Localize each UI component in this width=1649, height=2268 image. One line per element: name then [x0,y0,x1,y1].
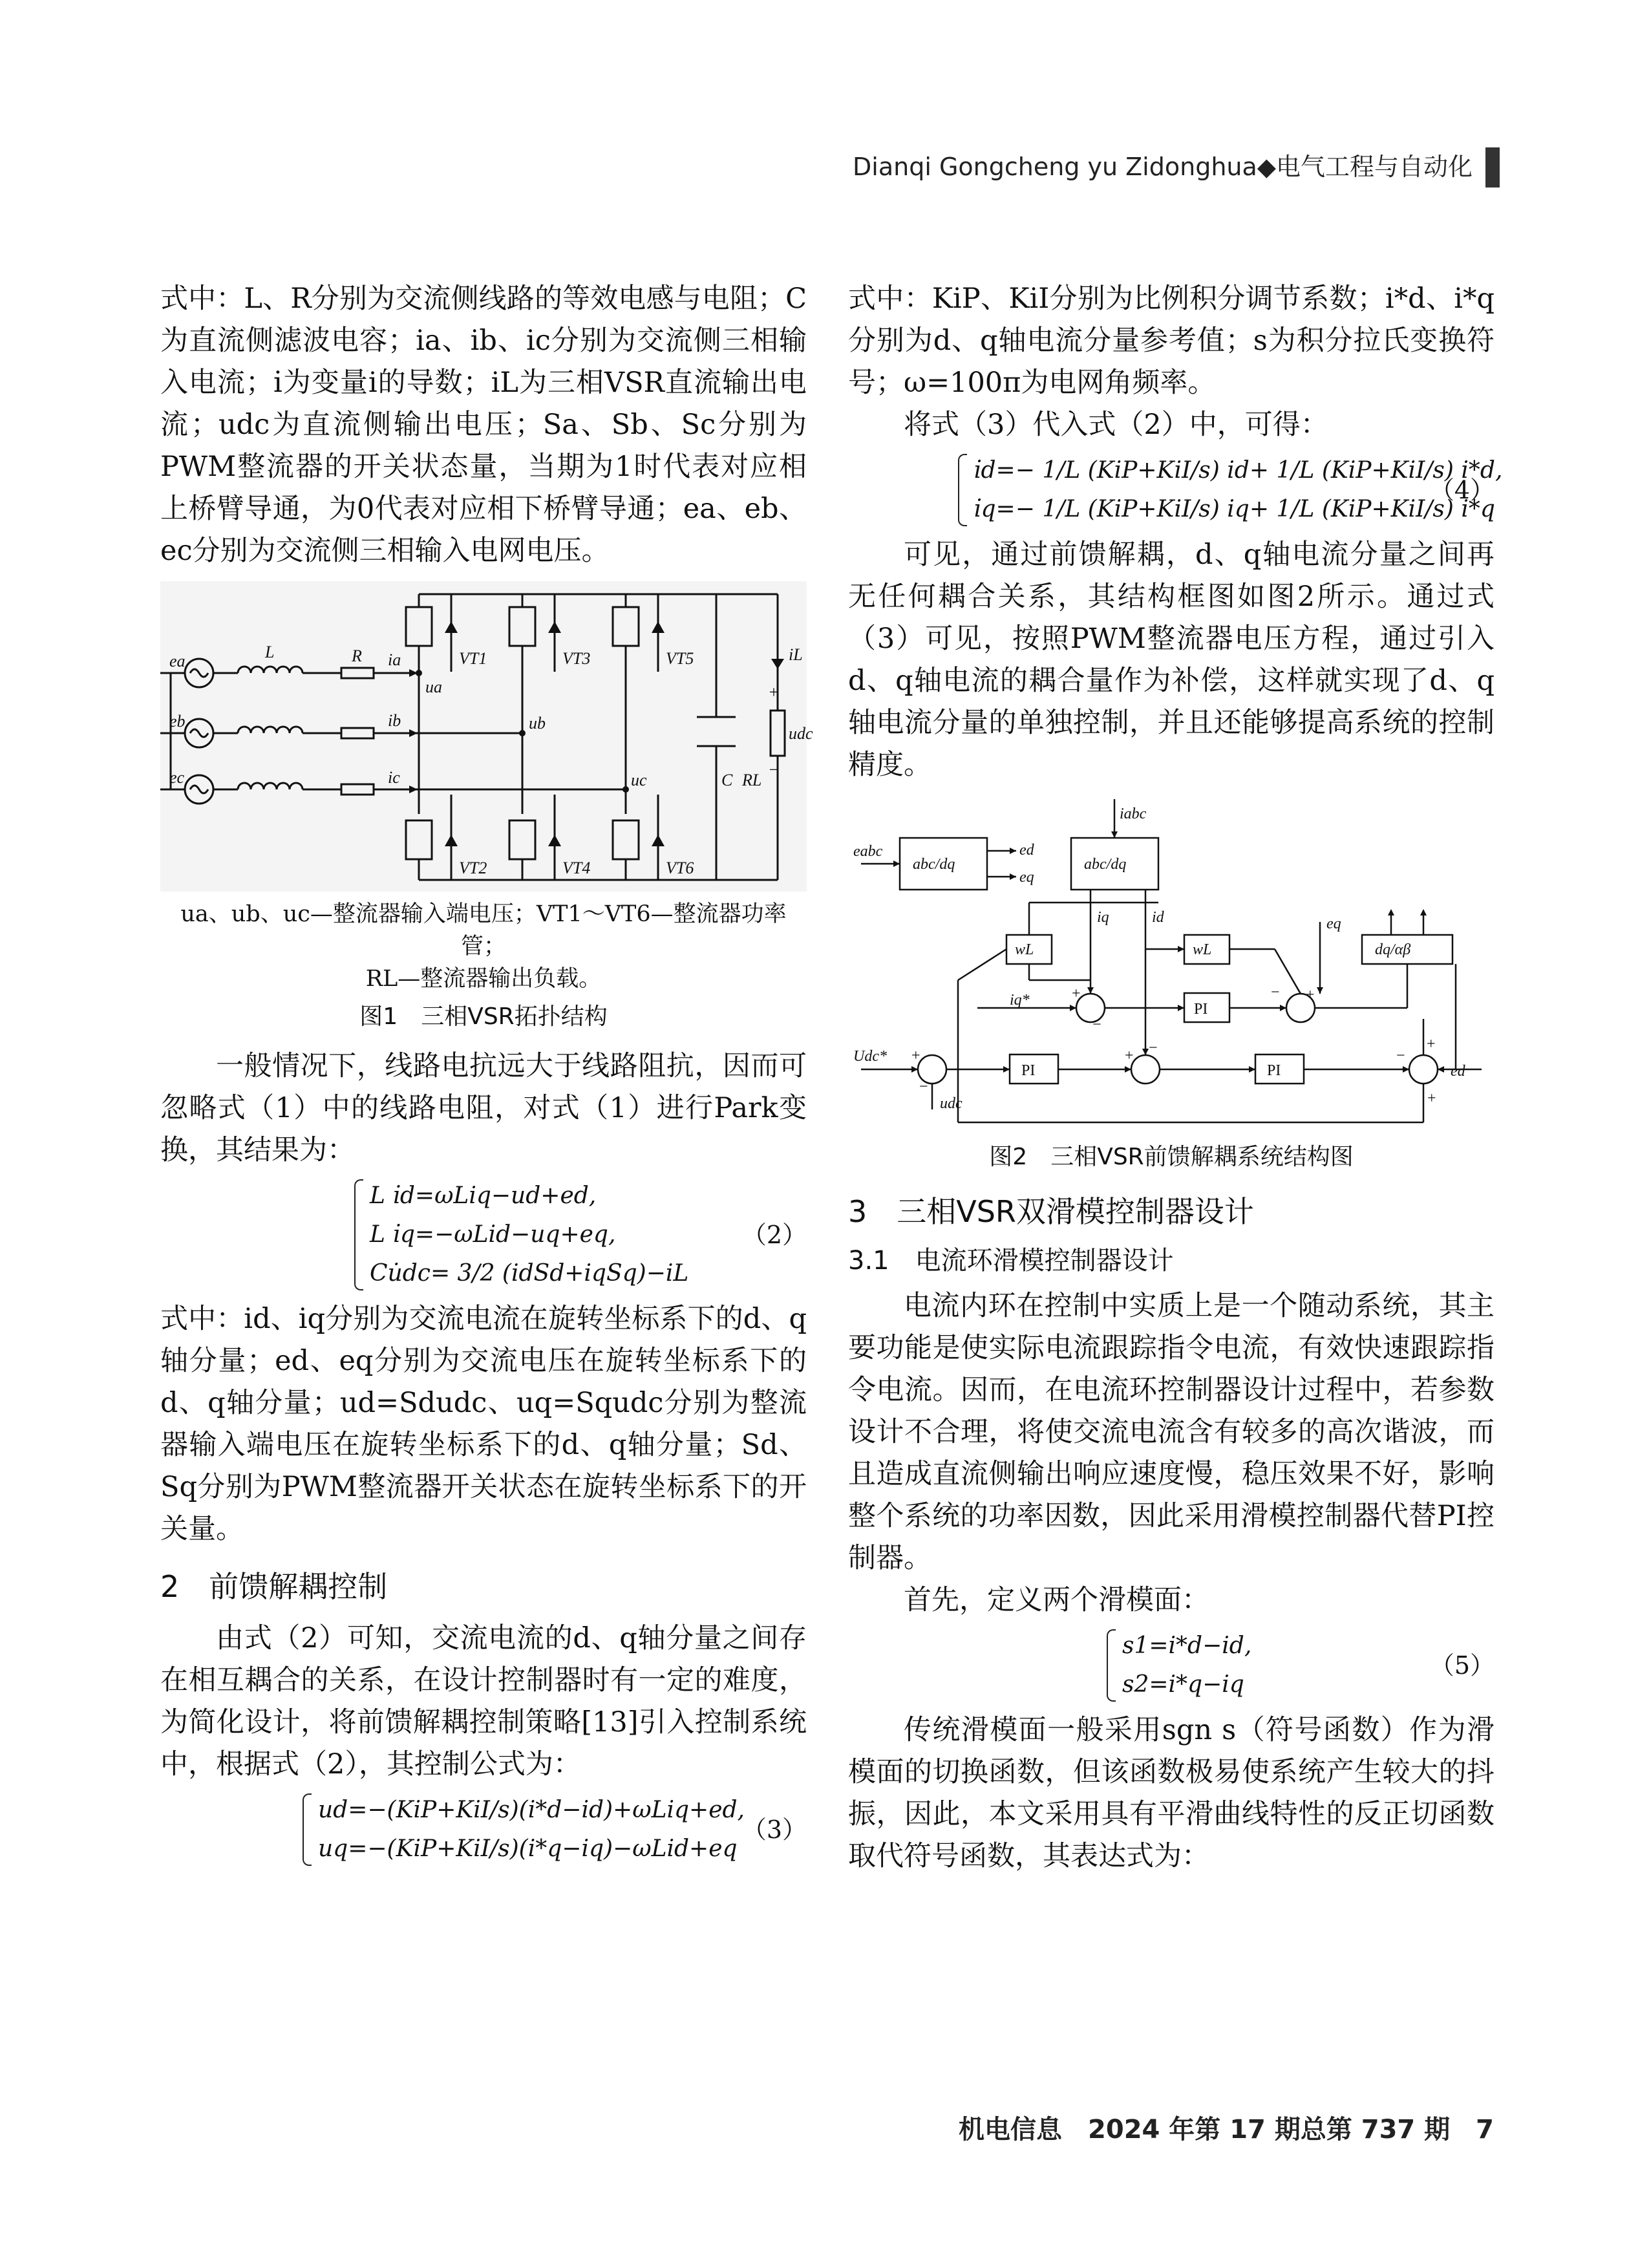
fig2-box-abcdq-2: abc/dq [1084,856,1127,873]
equation-2 [354,1177,807,1293]
figure-2 [848,799,1495,1175]
eq2-line-3: Cu̇dc= 3/2 (idSd+iqSq)−iL [370,1260,689,1287]
fig2-label-eabc: eabc [853,843,883,860]
fig1-label-ec: ec [169,768,185,787]
fig1-label-VT4: VT4 [562,859,591,877]
fig2-sign-minus-2: − [1271,984,1280,1001]
fig2-label-eq-2: eq [1326,915,1341,932]
fig2-sign-plus-6: + [1427,1090,1436,1107]
left-para-2: 一般情况下，线路电抗远大于线路阻抗，因而可忽略式（1）中的线路电阻，对式（1）进行Park变换，其结果为： [160,1050,807,1166]
right-column [848,278,1503,1878]
fig1-label-ia: ia [388,650,401,669]
fig2-sign-plus-2: + [1306,987,1315,1003]
left-para-4: 由式（2）可知，交流电流的d、q轴分量之间存在相互耦合的关系，在设计控制器时有一定的难度，为简化设计，将前馈解耦控制策略[13]引入控制系统中，根据式（2），其控制公式为： [160,1622,807,1781]
fig2-box-dqab: dq/αβ [1375,941,1411,958]
fig2-label-id: id [1152,909,1164,926]
fig2-box-pi-2: PI [1021,1062,1036,1079]
fig2-caption: 图2 三相VSR前馈解耦系统结构图 [989,1144,1354,1170]
eq4-line-2: i̇q=− 1/L (KiP+KiI/s) iq+ 1/L (KiP+KiI/s) i*q [973,496,1495,522]
fig2-label-iqref: iq* [1010,992,1030,1009]
fig1-label-VT5: VT5 [666,649,694,668]
fig1-label-plus: + [768,683,780,701]
fig1-label-ic: ic [388,768,400,787]
fig2-label-iabc: iabc [1120,806,1147,822]
right-para-2: 将式（3）代入式（2）中，可得： [904,409,1328,441]
fig2-sign-plus-4: + [1125,1047,1134,1064]
right-para-4: 电流内环在控制中实质上是一个随动系统，其主要功能是使实际电流跟踪指令电流，有效快速跟踪指令电流。因而，在电流环控制器设计过程中，若参数设计不合理，将使交流电流含有较多的高次谐波，而且造成直流侧输出响应速度慢，稳压效果不好，影响整个系统的功率因数，因此采用滑模控制器代替PI控制器。 [848,1290,1495,1574]
fig2-sign-plus-5: + [1427,1036,1436,1053]
fig2-box-abcdq-1: abc/dq [913,856,955,873]
fig2-sign-plus-3: + [911,1047,920,1064]
fig1-label-minus: − [768,760,780,779]
left-para-3: 式中：id、iq分别为交流电流在旋转坐标系下的d、q轴分量；ed、eq分别为交流电压在旋转坐标系下的d、q轴分量；ud=Sdudc、uq=Squdc分别为整流器输入端电压在旋转坐标系下的d、q轴分量；Sd、Sq分别为PWM整流器开关状态在旋转坐标系下的开关量。 [160,1303,807,1545]
fig1-label-C: C [721,771,733,789]
fig2-label-ed: ed [1019,842,1034,859]
fig2-sign-minus-1: − [1092,1016,1101,1033]
eq5-line-1: s1=i*d−id, [1122,1632,1252,1659]
fig1-label-VT2: VT2 [459,859,487,877]
fig2-box-wL-1: wL [1015,941,1034,958]
fig1-label-VT6: VT6 [666,859,694,877]
fig1-label-uc: uc [631,771,647,789]
fig1-label-ua: ua [425,678,442,696]
fig2-sign-minus-3: − [919,1078,928,1095]
right-para-5: 首先，定义两个滑模面： [904,1584,1209,1616]
eq3-line-1: ud=−(KiP+KiI/s)(i*d−id)+ωLiq+ed, [318,1797,745,1823]
page-footer: 机电信息 2024 年第 17 期总第 737 期 7 [959,2115,1494,2145]
equation-5 [1107,1627,1495,1704]
right-para-3: 可见，通过前馈解耦，d、q轴电流分量之间再无任何耦合关系，其结构框图如图2所示。通过式（3）可见，按照PWM整流器电压方程，通过引入d、q轴电流的耦合量作为补偿，这样就实现了d、q轴电流分量的单独控制，并且还能够提高系统的控制精度。 [848,539,1495,781]
fig1-label-R: R [352,647,362,665]
equation-4 [958,451,1503,529]
section-2-heading: 2 前馈解耦控制 [160,1569,388,1604]
fig1-circuit [160,581,813,892]
fig1-note-2: RL—整流器输出负载。 [365,966,602,992]
eq2-line-1: L i̇d=ωLiq−ud+ed, [370,1182,597,1209]
eq4-line-1: i̇d=− 1/L (KiP+KiI/s) id+ 1/L (KiP+KiI/s) i*d, [973,457,1503,484]
eq3-number: （3） [741,1815,807,1844]
figure-1 [160,581,813,1035]
eq3-line-2: uq=−(KiP+KiI/s)(i*q−iq)−ωLid+eq [318,1835,738,1862]
section-3-heading: 3 三相VSR双滑模控制器设计 [848,1194,1254,1229]
fig1-label-VT3: VT3 [562,649,591,668]
left-para-1: 式中：L、R分别为交流侧线路的等效电感与电阻；C为直流侧滤波电容；ia、ib、ic分别为交流侧三相输入电流；i̇为变量i的导数；iL为三相VSR直流输出电流；udc为直流侧输出电压；Sa、Sb、Sc分别为PWM整流器的开关状态量，当期为1时代表对应相上桥臂导通，为0代表对应相下桥臂导通；ea、eb、ec分别为交流侧三相输入电网电压。 [160,283,807,567]
section-3-1-heading: 3.1 电流环滑模控制器设计 [848,1246,1174,1276]
fig1-label-iL: iL [789,645,803,664]
eq2-number: （2） [741,1221,807,1249]
fig2-sign-plus-1: + [1072,985,1081,1002]
fig2-label-eq: eq [1019,869,1034,886]
fig1-label-VT1: VT1 [459,649,487,668]
fig2-label-udc: udc [940,1095,963,1112]
eq5-number: （5） [1429,1651,1495,1680]
right-para-1: 式中：KiP、KiI分别为比例积分调节系数；i*d、i*q分别为d、q轴电流分量参考值；s为积分拉氏变换符号；ω=100π为电网角频率。 [848,283,1495,399]
fig2-label-ed-2: ed [1451,1063,1465,1080]
fig2-box-pi-1: PI [1194,1001,1208,1018]
fig1-label-ib: ib [388,711,401,730]
fig1-label-L: L [265,643,275,661]
fig2-label-udcref: Udc* [853,1048,887,1065]
fig2-block-diagram [848,799,1495,1135]
fig1-label-ub: ub [529,714,546,733]
fig1-note-1: ua、ub、uc—整流器输入端电压；VT1～VT6—整流器功率管； [180,901,787,959]
eq2-line-2: L i̇q=−ωLid−uq+eq, [370,1221,616,1248]
fig2-label-iq: iq [1097,909,1109,926]
fig1-label-udc: udc [789,724,813,743]
fig2-box-pi-3: PI [1267,1062,1281,1079]
fig1-caption: 图1 三相VSR拓扑结构 [359,1003,608,1030]
eq5-line-2: s2=i*q−iq [1122,1671,1244,1698]
left-column [160,278,813,1874]
fig1-label-eb: eb [169,712,186,731]
header-bar [1485,147,1500,187]
fig2-sign-minus-4: − [1149,1040,1158,1056]
eq4-number: （4） [1429,476,1495,504]
fig2-sign-minus-5: − [1396,1047,1405,1064]
header-text: Dianqi Gongcheng yu Zidonghua◆电气工程与自动化 [853,153,1473,181]
equation-3 [303,1791,807,1868]
fig1-label-ea: ea [169,652,186,670]
running-header [853,147,1500,193]
fig1-label-RL: RL [742,771,762,789]
fig2-box-wL-2: wL [1193,941,1212,958]
right-para-6: 传统滑模面一般采用sgn s（符号函数）作为滑模面的切换函数，但该函数极易使系统产生较大的抖振，因此，本文采用具有平滑曲线特性的反正切函数取代符号函数，其表达式为： [848,1714,1495,1872]
